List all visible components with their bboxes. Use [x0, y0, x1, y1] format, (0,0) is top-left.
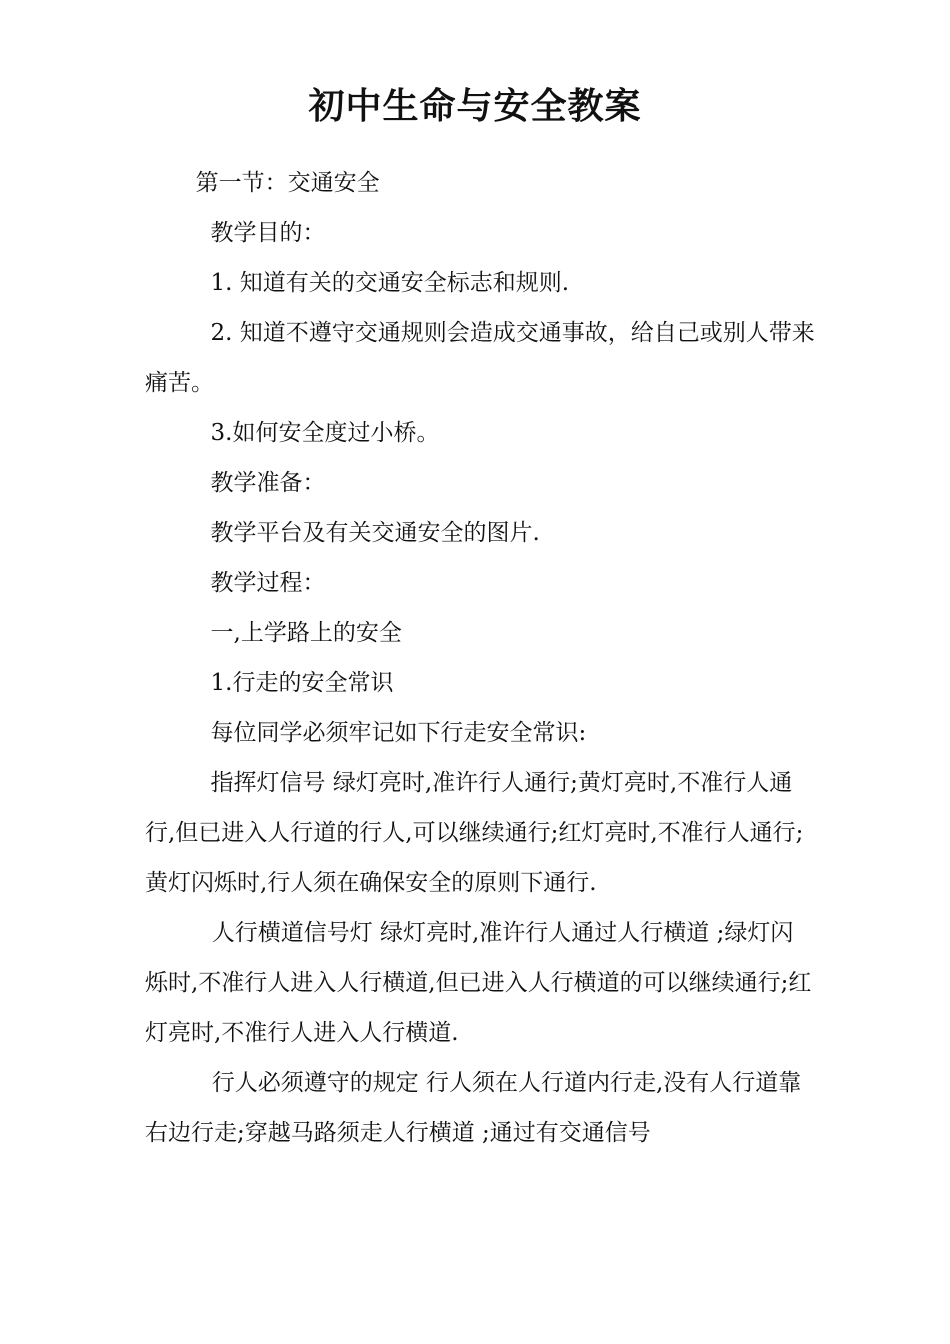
section-heading: 第一节：交通安全: [195, 170, 380, 196]
paragraph: 人行横道信号灯 绿灯亮时,准许行人通过人行横道 ;绿灯闪烁时,不准行人进入人行横道,但已进入人行横道的可以继续通行;红灯亮时,不准行人进入人行横道.: [145, 920, 812, 1046]
document-body: [145, 158, 815, 1158]
paragraph: 3.如何安全度过小桥。: [210, 420, 440, 446]
paragraph: 教学过程：: [210, 570, 326, 596]
paragraph: 1. 知道有关的交通安全标志和规则.: [210, 270, 570, 296]
paragraph: 2. 知道不遵守交通规则会造成交通事故，给自己或别人带来痛苦。: [145, 320, 815, 396]
paragraph: 教学目的：: [210, 220, 326, 246]
paragraph: 教学准备：: [210, 470, 326, 496]
paragraph: 行人必须遵守的规定 行人须在人行道内行走,没有人行道靠右边行走;穿越马路须走人行横道 ;通过有交通信号: [145, 1070, 802, 1146]
paragraph: 每位同学必须牢记如下行走安全常识:: [210, 720, 587, 746]
paragraph: 一,上学路上的安全: [210, 620, 402, 646]
paragraph: 指挥灯信号 绿灯亮时,准许行人通行;黄灯亮时,不准行人通行,但已进入人行道的行人,可以继续通行;红灯亮时,不准行人通行;黄灯闪烁时,行人须在确保安全的原则下通行.: [145, 770, 804, 896]
paragraph: 教学平台及有关交通安全的图片.: [210, 520, 540, 546]
paragraph: 1.行走的安全常识: [210, 670, 394, 696]
document-title: 初中生命与安全教案: [308, 86, 642, 127]
